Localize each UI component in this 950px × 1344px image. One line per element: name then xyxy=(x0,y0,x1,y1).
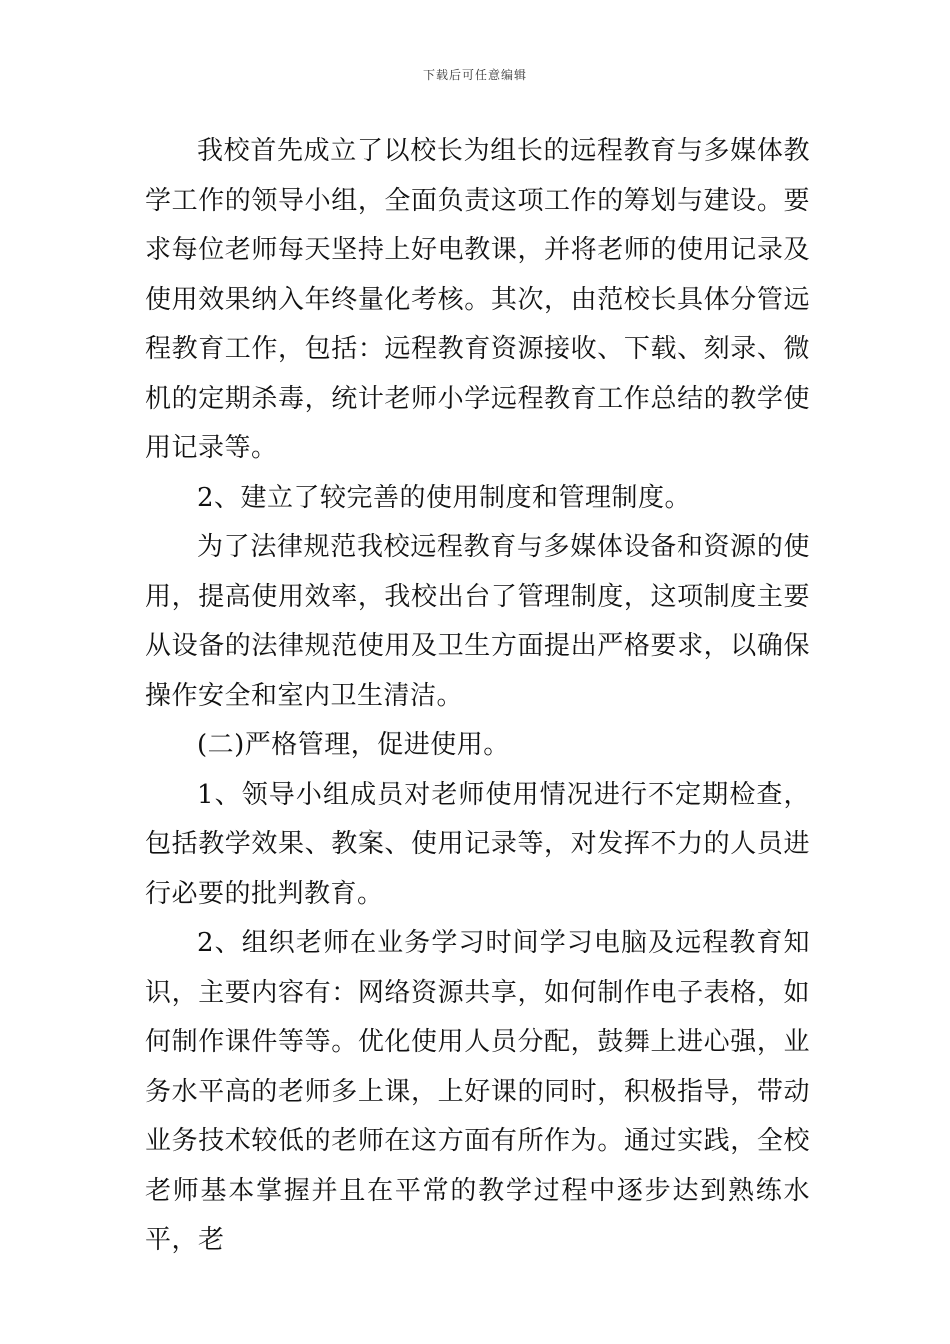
paragraph-inspection: 1、领导小组成员对老师使用情况进行不定期检查，包括教学效果、教案、使用记录等，对发挥不力的人员进行必要的批判教育。 xyxy=(145,779,810,909)
paragraph-training: 2、组织老师在业务学习时间学习电脑及远程教育知识，主要内容有：网络资源共享，如何制作电子表格，如何制作课件等等。优化使用人员分配，鼓舞上进心强，业务水平高的老师多上课，上好课的同时，积极指导，带动业务技术较低的老师在这方面有所作为。通过实践，全校老师基本掌握并且在平常的教学过程中逐步达到熟练水平，老 xyxy=(145,928,810,1255)
paragraph-leadership-group: 我校首先成立了以校长为组长的远程教育与多媒体教学工作的领导小组，全面负责这项工作的筹划与建设。要求每位老师每天坚持上好电教课，并将老师的使用记录及使用效果纳入年终量化考核。其次，由范校长具体分管远程教育工作，包括：远程教育资源接收、下载、刻录、微机的定期杀毒，统计老师小学远程教育工作总结的教学使用记录等。 xyxy=(145,136,810,463)
paragraph-system-heading: 2、建立了较完善的使用制度和管理制度。 xyxy=(197,482,692,513)
section-heading-strict-management: (二)严格管理，促进使用。 xyxy=(197,730,510,760)
page-header: 下载后可任意编辑 xyxy=(422,68,527,82)
paragraph-management-system: 为了法律规范我校远程教育与多媒体设备和资源的使用，提高使用效率，我校出台了管理制度，这项制度主要从设备的法律规范使用及卫生方面提出严格要求，以确保操作安全和室内卫生清洁。 xyxy=(145,532,810,711)
document-body xyxy=(145,127,810,1266)
